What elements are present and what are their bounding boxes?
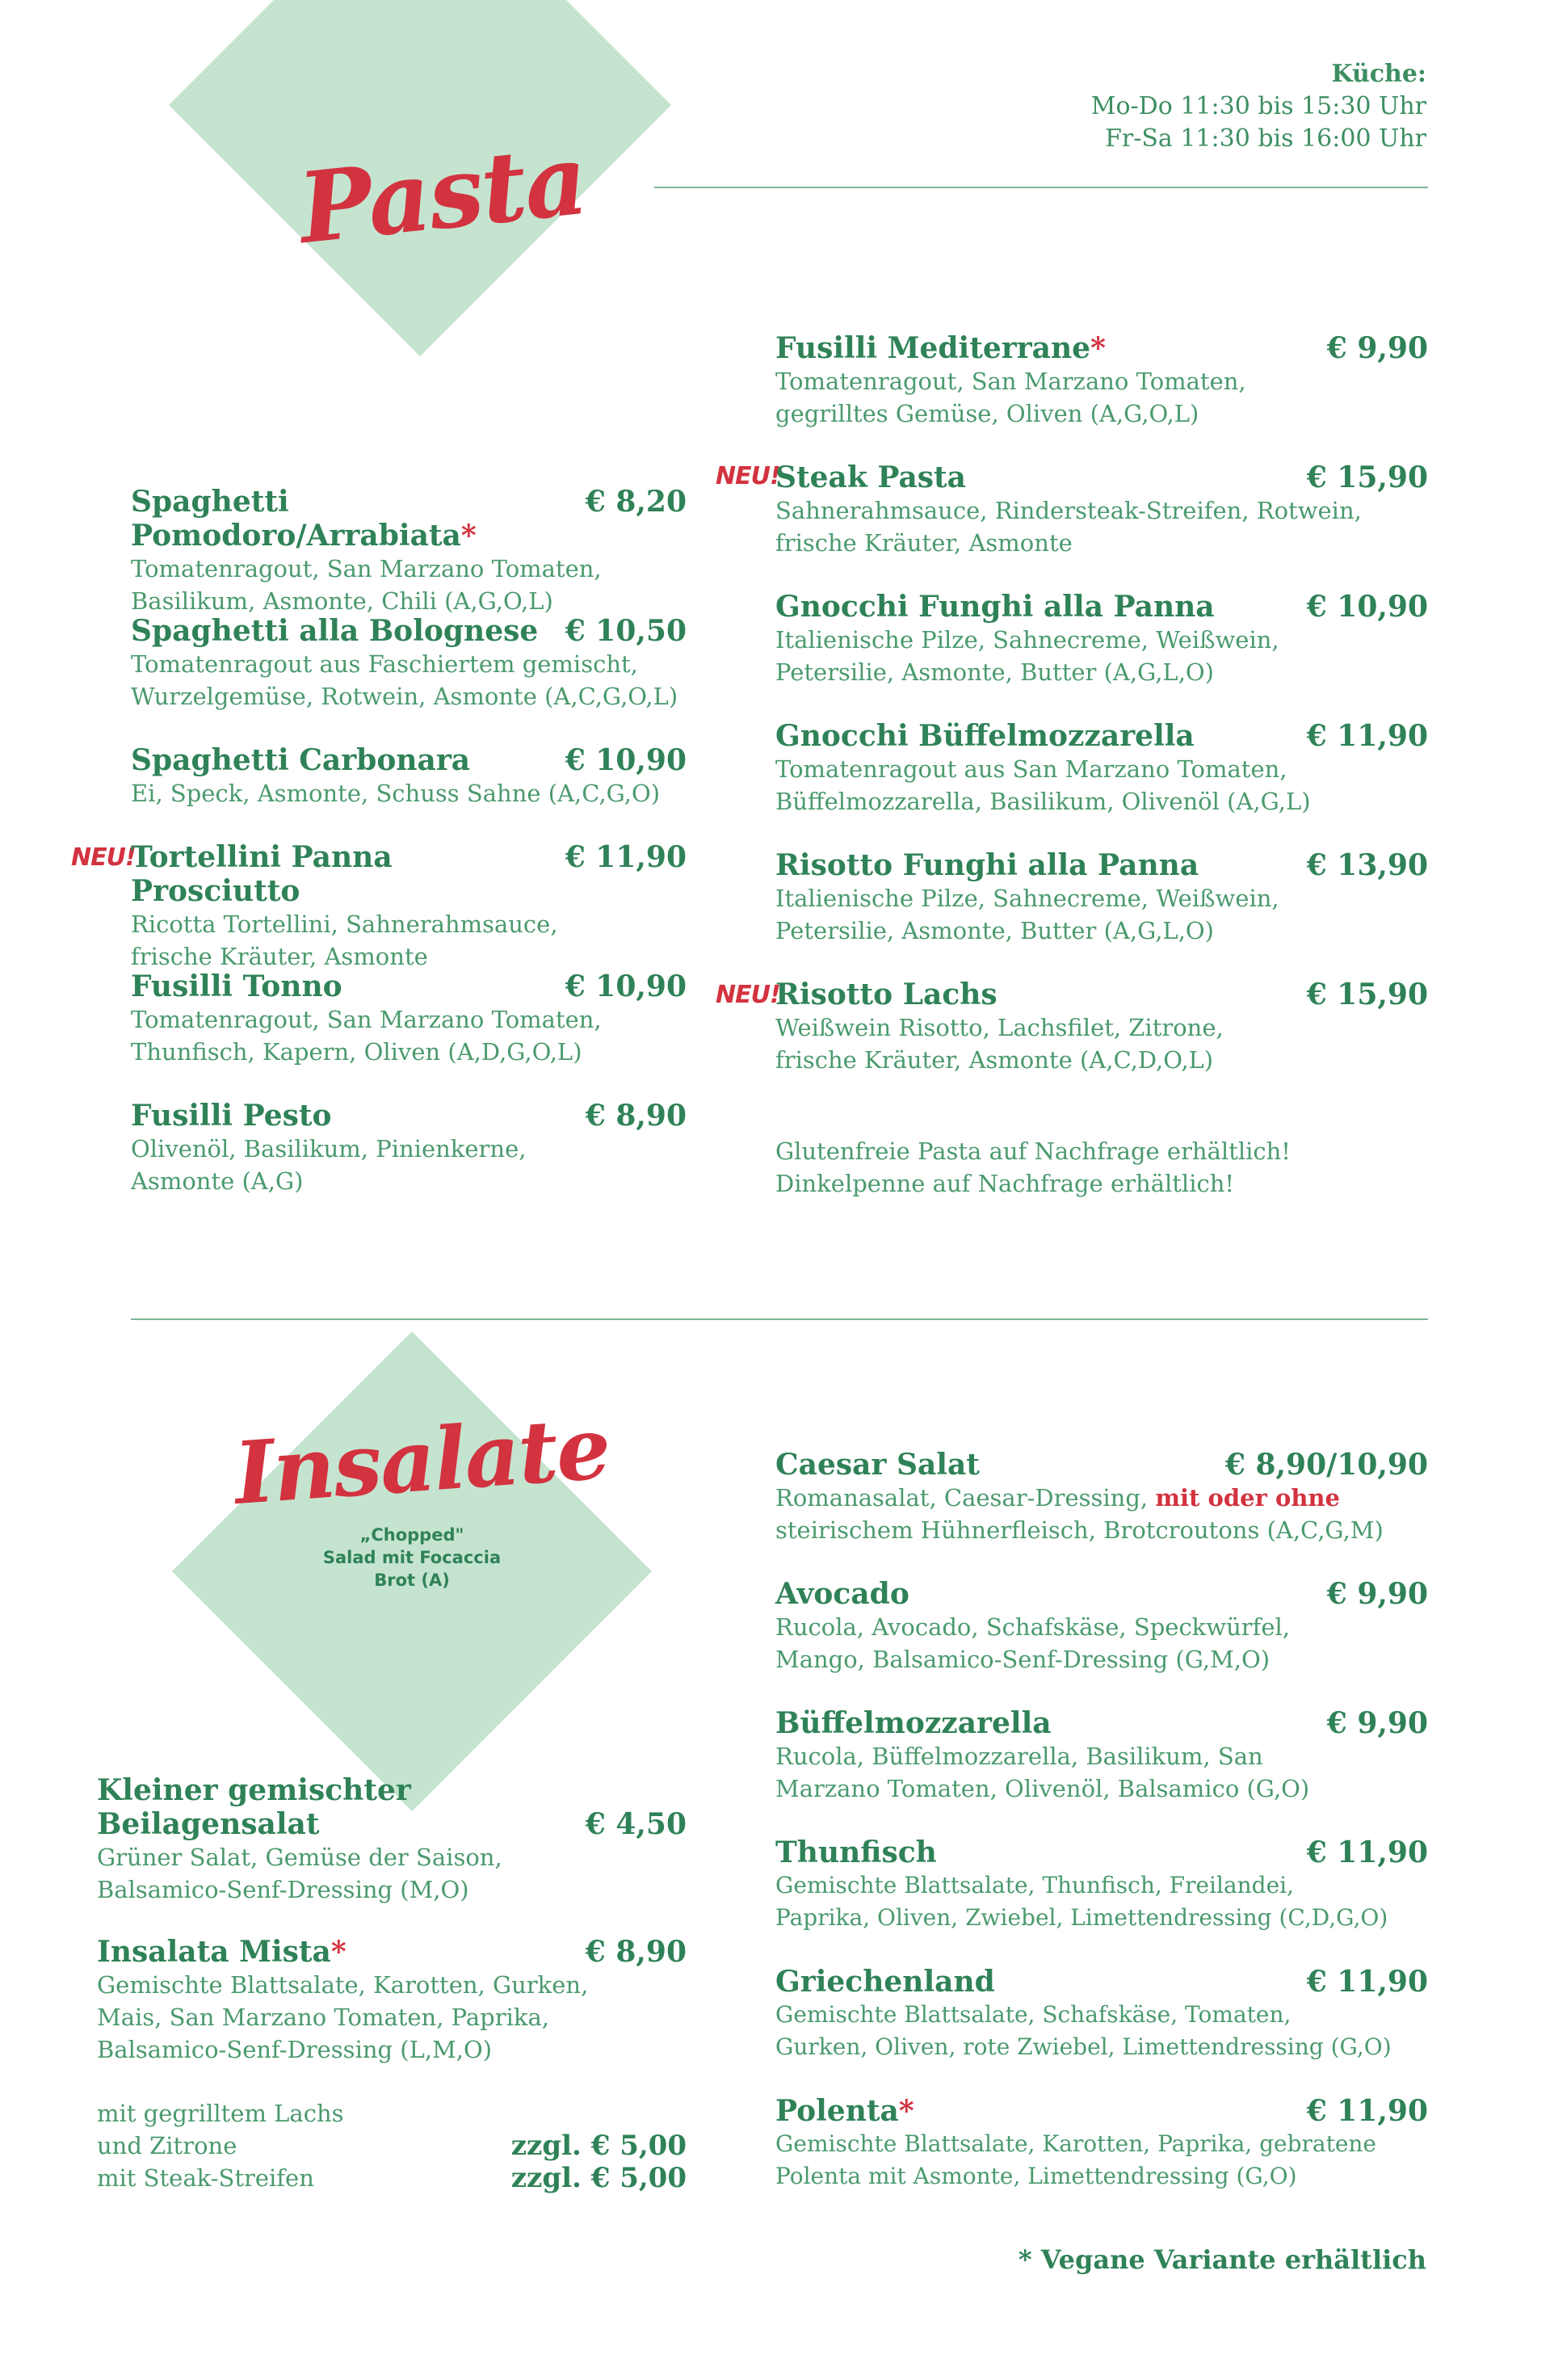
item-price: € 11,90 bbox=[1306, 1965, 1428, 1999]
item-price: € 9,90 bbox=[1326, 1706, 1428, 1740]
insalate-title: Insalate bbox=[231, 1396, 613, 1524]
item-desc: Tomatenragout aus Faschiertem gemischt, Wurzelgemüse, Rotwein, Asmonte (A,C,G,O,L) bbox=[131, 650, 678, 710]
pasta-title: Pasta bbox=[293, 122, 591, 267]
item-price: € 10,50 bbox=[565, 614, 687, 648]
item-name: Büffelmozzarella bbox=[775, 1706, 1052, 1740]
item-desc: Ricotta Tortellini, Sahnerahmsauce, frische Kräuter, Asmonte bbox=[131, 910, 558, 970]
item-price: € 10,90 bbox=[1306, 590, 1428, 624]
hours-weekend: Fr-Sa 11:30 bis 16:00 Uhr bbox=[1105, 124, 1426, 153]
item-desc: Grüner Salat, Gemüse der Saison, Balsamico-Senf-Dressing (M,O) bbox=[97, 1844, 502, 1903]
item-price: € 15,90 bbox=[1306, 978, 1428, 1011]
item-desc: Italienische Pilze, Sahnecreme, Weißwein, Petersilie, Asmonte, Butter (A,G,L,O) bbox=[775, 885, 1279, 944]
menu-item bbox=[775, 719, 1428, 818]
menu-item bbox=[775, 1965, 1428, 2063]
item-desc: Tomatenragout, San Marzano Tomaten, Thunfisch, Kapern, Oliven (A,D,G,O,L) bbox=[131, 1006, 602, 1066]
menu-item bbox=[131, 614, 687, 713]
item-price: € 9,90 bbox=[1326, 1577, 1428, 1611]
item-price: € 11,90 bbox=[565, 840, 687, 874]
vegan-star: * bbox=[1090, 331, 1106, 365]
hours-heading: Küche: bbox=[1331, 60, 1426, 88]
menu-item bbox=[775, 590, 1428, 688]
item-name: Fusilli Pesto bbox=[131, 1099, 332, 1133]
extra-label: mit gegrilltem Lachs bbox=[97, 2100, 344, 2127]
item-price: € 11,90 bbox=[1306, 1835, 1428, 1869]
item-desc: Gemischte Blattsalate, Thunfisch, Freilandei, Paprika, Oliven, Zwiebel, Limettendressing (C,D,G,O) bbox=[775, 1872, 1388, 1931]
item-price: € 8,90 bbox=[585, 1099, 687, 1133]
vegan-note: * Vegane Variante erhältlich bbox=[1018, 2244, 1426, 2275]
item-name: Insalata Mista bbox=[97, 1935, 331, 1969]
menu-item bbox=[97, 1935, 687, 2066]
item-price: € 8,20 bbox=[585, 485, 687, 519]
new-badge: NEU! bbox=[71, 843, 136, 872]
item-price: € 4,50 bbox=[585, 1807, 687, 1841]
item-desc: Gemischte Blattsalate, Schafskäse, Tomaten, Gurken, Oliven, rote Zwiebel, Limettendressing (G,O) bbox=[775, 2001, 1392, 2060]
section-divider bbox=[131, 1318, 1428, 1320]
item-desc: Romanasalat, Caesar-Dressing, mit oder ohne steirischem Hühnerfleisch, Brotcroutons (A,C,G,M) bbox=[775, 1484, 1384, 1544]
item-name: Gnocchi Funghi alla Panna bbox=[775, 590, 1215, 624]
item-desc: Tomatenragout, San Marzano Tomaten, gegrilltes Gemüse, Oliven (A,G,O,L) bbox=[775, 368, 1246, 427]
item-name: Polenta bbox=[775, 2094, 899, 2128]
item-desc: Sahnerahmsauce, Rindersteak-Streifen, Rotwein, frische Kräuter, Asmonte bbox=[775, 497, 1362, 557]
menu-item bbox=[131, 1099, 687, 1197]
item-name: Fusilli Mediterrane bbox=[775, 331, 1091, 365]
menu-item bbox=[775, 331, 1428, 430]
item-price: € 9,90 bbox=[1326, 331, 1428, 365]
item-desc: Rucola, Avocado, Schafskäse, Speckwürfel, Mango, Balsamico-Senf-Dressing (G,M,O) bbox=[775, 1613, 1291, 1673]
item-name: Spaghetti Carbonara bbox=[131, 743, 471, 777]
item-desc: Weißwein Risotto, Lachsfilet, Zitrone, frische Kräuter, Asmonte (A,C,D,O,L) bbox=[775, 1014, 1224, 1074]
menu-item bbox=[97, 1773, 687, 1906]
extra-price: zzgl. € 5,00 bbox=[510, 2162, 687, 2194]
item-name: Caesar Salat bbox=[775, 1448, 980, 1482]
header-rule bbox=[654, 187, 1428, 188]
vegan-star: * bbox=[898, 2094, 914, 2128]
item-name: Tortellini Panna Prosciutto bbox=[131, 840, 393, 908]
menu-item bbox=[775, 1577, 1428, 1676]
item-name: Gnocchi Büffelmozzarella bbox=[775, 719, 1195, 753]
menu-item bbox=[131, 743, 687, 809]
item-name: Thunfisch bbox=[775, 1835, 937, 1869]
hours-weekdays: Mo-Do 11:30 bis 15:30 Uhr bbox=[1090, 92, 1426, 120]
item-desc: Italienische Pilze, Sahnecreme, Weißwein, Petersilie, Asmonte, Butter (A,G,L,O) bbox=[775, 626, 1279, 686]
vegan-star: * bbox=[460, 519, 477, 553]
gluten-free-note: Glutenfreie Pasta auf Nachfrage erhältlich! bbox=[775, 1137, 1291, 1165]
item-name: Avocado bbox=[775, 1577, 909, 1611]
pasta-notes bbox=[775, 1135, 1291, 1200]
menu-item bbox=[775, 848, 1428, 947]
kitchen-hours bbox=[1091, 58, 1426, 155]
item-name: Griechenland bbox=[775, 1965, 995, 1999]
item-name: Kleiner gemischter bbox=[97, 1773, 411, 1807]
item-desc: Gemischte Blattsalate, Karotten, Paprika, gebratene Polenta mit Asmonte, Limettendressing (G,O) bbox=[775, 2130, 1376, 2189]
item-price: € 11,90 bbox=[1306, 719, 1428, 753]
item-desc: Olivenöl, Basilikum, Pinienkerne, Asmonte (A,G) bbox=[131, 1135, 527, 1195]
item-desc: Ei, Speck, Asmonte, Schuss Sahne (A,C,G,O) bbox=[131, 780, 661, 807]
menu-item bbox=[131, 969, 687, 1068]
extra-label: und Zitrone bbox=[97, 2132, 237, 2159]
extra-price: zzgl. € 5,00 bbox=[510, 2130, 687, 2162]
item-desc: Tomatenragout aus San Marzano Tomaten, Büffelmozzarella, Basilikum, Olivenöl (A,G,L) bbox=[775, 755, 1311, 815]
item-name: Risotto Funghi alla Panna bbox=[775, 848, 1199, 882]
item-name: Steak Pasta bbox=[775, 460, 966, 494]
item-name: Risotto Lachs bbox=[775, 978, 998, 1011]
menu-item bbox=[775, 1448, 1428, 1546]
extra-label: mit Steak-Streifen bbox=[97, 2164, 314, 2192]
menu-item bbox=[775, 1835, 1428, 1934]
item-name: Spaghetti Pomodoro/Arrabiata bbox=[131, 485, 461, 553]
insalate-subtitle: „Chopped" Salad mit Focaccia Brot (A) bbox=[322, 1525, 502, 1590]
item-price: € 8,90/10,90 bbox=[1224, 1448, 1428, 1482]
menu-item bbox=[131, 485, 687, 617]
item-price: € 10,90 bbox=[565, 743, 687, 777]
salad-extras bbox=[97, 2097, 687, 2194]
spelt-note: Dinkelpenne auf Nachfrage erhältlich! bbox=[775, 1170, 1235, 1197]
menu-item bbox=[131, 840, 687, 973]
item-name: Beilagensalat bbox=[97, 1807, 320, 1841]
new-badge: NEU! bbox=[716, 462, 780, 490]
item-price: € 11,90 bbox=[1306, 2094, 1428, 2128]
item-desc: Rucola, Büffelmozzarella, Basilikum, San Marzano Tomaten, Olivenöl, Balsamico (G,O) bbox=[775, 1743, 1310, 1802]
menu-item bbox=[775, 2094, 1428, 2193]
vegan-star: * bbox=[330, 1935, 346, 1969]
menu-item bbox=[775, 978, 1428, 1076]
item-price: € 8,90 bbox=[585, 1935, 687, 1969]
item-price: € 10,90 bbox=[565, 969, 687, 1003]
item-desc: Gemischte Blattsalate, Karotten, Gurken, Mais, San Marzano Tomaten, Paprika, Balsamico-Senf-Dressing (L,M,O) bbox=[97, 1971, 589, 2063]
item-name: Spaghetti alla Bolognese bbox=[131, 614, 539, 648]
item-desc: Tomatenragout, San Marzano Tomaten, Basilikum, Asmonte, Chili (A,G,O,L) bbox=[131, 555, 602, 615]
item-price: € 15,90 bbox=[1306, 460, 1428, 494]
menu-item bbox=[775, 460, 1428, 559]
menu-item bbox=[775, 1706, 1428, 1805]
item-price: € 13,90 bbox=[1306, 848, 1428, 882]
item-name: Fusilli Tonno bbox=[131, 969, 342, 1003]
new-badge: NEU! bbox=[716, 981, 780, 1009]
